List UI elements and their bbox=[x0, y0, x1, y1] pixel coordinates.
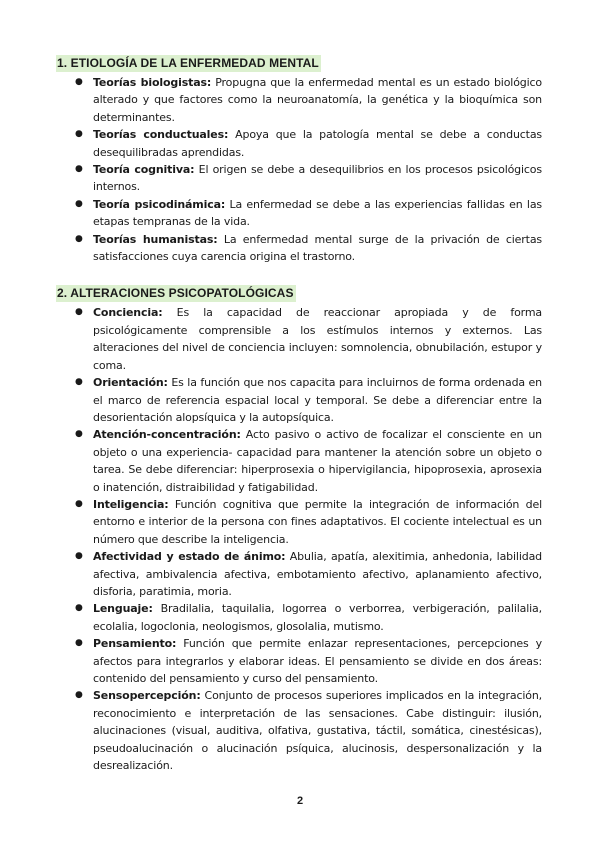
item-text: La enfermedad se debe a las experiencias fallidas en las etapas tempranas de la vida. bbox=[93, 197, 542, 229]
list-item bbox=[75, 231, 543, 266]
bullet-icon: ● bbox=[75, 429, 83, 440]
item-text: Bradilalia, taquilalia, logorrea o verborrea, verbigeración, palilalia, ecolalia, logoclonia, neologismos, glosolalia, mutismo. bbox=[93, 602, 542, 633]
page-number: 2 bbox=[296, 795, 304, 807]
list-item bbox=[75, 161, 542, 196]
bullet-list bbox=[56, 304, 542, 774]
item-text: Función que permite enlazar representaciones, percepciones y afectos para integrarlos y elaborar ideas. El pensamiento se divide en dos áreas: contenido del pensamiento y curso del pensamiento. bbox=[93, 637, 542, 685]
item-term: Inteligencia: bbox=[93, 497, 169, 511]
document-page bbox=[56, 52, 542, 791]
list-item bbox=[75, 374, 542, 426]
item-text: El origen se debe a desequilibrios en los procesos psicológicos internos. bbox=[93, 163, 542, 194]
bullet-icon: ● bbox=[75, 603, 83, 614]
item-text: Apoya que la patología mental se debe a conductas desequilibradas aprendidas. bbox=[93, 128, 542, 159]
bullet-icon: ● bbox=[75, 551, 83, 562]
bullet-icon: ● bbox=[75, 377, 83, 388]
list-item bbox=[75, 687, 542, 774]
item-term: Conciencia: bbox=[93, 306, 163, 320]
item-term: Sensopercepción: bbox=[93, 689, 201, 703]
item-term: Pensamiento: bbox=[93, 637, 177, 651]
bullet-icon: ● bbox=[75, 77, 83, 87]
item-text: Es la función que nos capacita para incluirnos de forma ordenada en el marco de referencia espacial local y temporal. Se debe a diferenciar entre la desorientación alopsíquica y la autopsíquica. bbox=[93, 376, 542, 424]
bullet-icon: ● bbox=[75, 307, 83, 318]
item-term: Teorías biologistas: bbox=[93, 76, 212, 89]
bullet-icon: ● bbox=[75, 198, 83, 209]
item-term: Teorías humanistas: bbox=[93, 232, 218, 246]
list-item bbox=[75, 635, 542, 687]
list-item bbox=[75, 548, 542, 600]
list-item bbox=[75, 74, 542, 126]
item-text: Propugna que la enfermedad mental es un estado biológico alterado y que factores como la neuroanatomía, la genética y la bioquímica son determinantes. bbox=[93, 76, 542, 124]
item-term: Orientación: bbox=[93, 376, 168, 390]
item-term: Atención-concentración: bbox=[93, 428, 241, 442]
bullet-icon: ● bbox=[75, 498, 83, 509]
item-term: Afectividad y estado de ánimo: bbox=[93, 550, 286, 564]
list-item bbox=[75, 304, 542, 374]
section-alteraciones bbox=[56, 282, 542, 774]
item-text: Abulia, apatía, alexitimia, anhedonia, labilidad afectiva, ambivalencia afectiva, embotamiento afectivo, aplanamiento afectivo, disforia, paratimia, moria. bbox=[93, 550, 542, 598]
bullet-icon: ● bbox=[75, 164, 83, 175]
item-text: Es la capacidad de reaccionar apropiada y de forma psicológicamente comprensible a los estímulos internos y externos. Las alteraciones del nivel de conciencia incluyen: somnolencia, obnubilación, estupor y coma. bbox=[93, 306, 542, 372]
item-text: Acto pasivo o activo de focalizar el consciente en un objeto o una experiencia- capacidad para mantener la atención sobre un objeto o tarea. Se debe diferenciar: hiperprosexia o hipervigilancia, hipoprosexia, aprosexia o inatención, distraibilidad y fatigabilidad. bbox=[93, 428, 542, 494]
item-term: Teoría psicodinámica: bbox=[93, 197, 226, 211]
section-heading: 2. ALTERACIONES PSICOPATOLÓGICAS bbox=[57, 286, 294, 301]
bullet-icon: ● bbox=[75, 690, 83, 701]
item-text: Función cognitiva que permite la integración de información del entorno e interior de la persona con fines adaptativos. El cociente intelectual es un número que describe la inteligencia. bbox=[93, 497, 542, 546]
item-term: Teoría cognitiva: bbox=[93, 163, 195, 177]
list-item bbox=[75, 126, 542, 161]
section-heading: 1. ETIOLOGÍA DE LA ENFERMEDAD MENTAL bbox=[57, 56, 319, 70]
item-term: Teorías conductuales: bbox=[93, 128, 229, 142]
item-text: La enfermedad mental surge de la privación de ciertas satisfacciones cuya carencia origina el trastorno. bbox=[93, 232, 543, 264]
bullet-list bbox=[56, 74, 542, 265]
list-item bbox=[75, 426, 542, 496]
list-item bbox=[75, 196, 542, 231]
list-item bbox=[75, 600, 542, 635]
list-item bbox=[75, 496, 542, 548]
bullet-icon: ● bbox=[75, 233, 83, 244]
item-term: Lenguaje: bbox=[93, 602, 153, 616]
bullet-icon: ● bbox=[75, 638, 83, 649]
item-text: Conjunto de procesos superiores implicados en la integración, reconocimiento e interpretación de las sensaciones. Cabe distinguir: ilusión, alucinaciones (visual, auditiva, olfativa, gustativa, táctil, somática, cinestésicas), pseudoalucinación o alucinación psíquica, alucinosis, despersonalización y la desrealización. bbox=[93, 689, 542, 773]
section-etiologia bbox=[56, 52, 542, 265]
bullet-icon: ● bbox=[75, 129, 83, 140]
